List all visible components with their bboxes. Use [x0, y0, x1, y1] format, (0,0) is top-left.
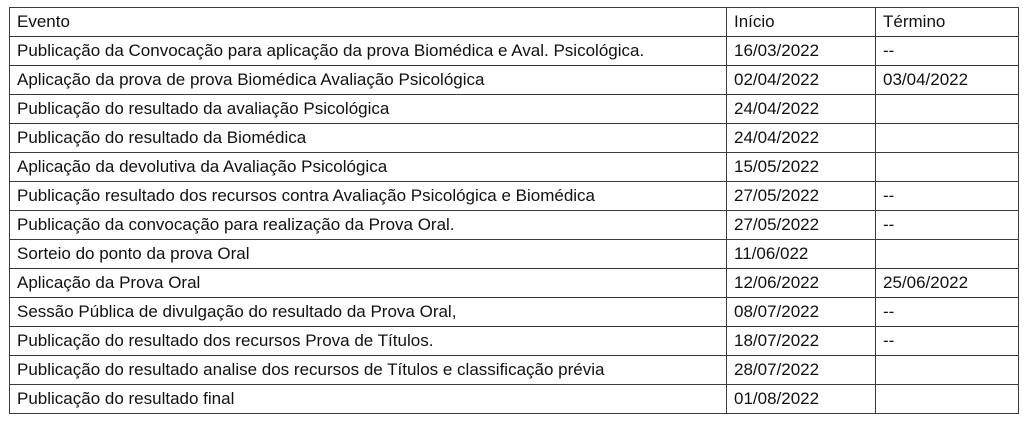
- cell-inicio: 27/05/2022: [727, 211, 876, 240]
- cell-termino: [876, 240, 1019, 269]
- cell-termino: --: [876, 182, 1019, 211]
- cell-evento: Publicação do resultado da avaliação Psicológica: [10, 95, 727, 124]
- cell-inicio: 08/07/2022: [727, 298, 876, 327]
- cell-inicio: 15/05/2022: [727, 153, 876, 182]
- cell-termino: [876, 356, 1019, 385]
- cell-evento: Publicação da Convocação para aplicação da prova Biomédica e Aval. Psicológica.: [10, 37, 727, 66]
- table-row: [10, 124, 1019, 153]
- table-row: [10, 327, 1019, 356]
- table-row: [10, 37, 1019, 66]
- cell-evento: Publicação resultado dos recursos contra Avaliação Psicológica e Biomédica: [10, 182, 727, 211]
- cell-inicio: 24/04/2022: [727, 95, 876, 124]
- cell-evento: Aplicação da devolutiva da Avaliação Psicológica: [10, 153, 727, 182]
- cell-evento: Sorteio do ponto da prova Oral: [10, 240, 727, 269]
- cell-termino: --: [876, 327, 1019, 356]
- table-row: [10, 182, 1019, 211]
- table-row: [10, 385, 1019, 414]
- cell-inicio: 01/08/2022: [727, 385, 876, 414]
- header-evento: Evento: [10, 8, 727, 37]
- table-header-row: [10, 8, 1019, 37]
- table-row: [10, 356, 1019, 385]
- cell-evento: Publicação do resultado da Biomédica: [10, 124, 727, 153]
- cell-termino: [876, 124, 1019, 153]
- cell-evento: Sessão Pública de divulgação do resultado da Prova Oral,: [10, 298, 727, 327]
- cell-inicio: 02/04/2022: [727, 66, 876, 95]
- cell-evento: Aplicação da prova de prova Biomédica Avaliação Psicológica: [10, 66, 727, 95]
- cell-evento: Publicação do resultado analise dos recursos de Títulos e classificação prévia: [10, 356, 727, 385]
- table-row: [10, 66, 1019, 95]
- cell-termino: --: [876, 37, 1019, 66]
- cell-termino: --: [876, 211, 1019, 240]
- cell-inicio: 24/04/2022: [727, 124, 876, 153]
- header-inicio: Início: [727, 8, 876, 37]
- cell-evento: Aplicação da Prova Oral: [10, 269, 727, 298]
- cell-evento: Publicação do resultado final: [10, 385, 727, 414]
- cell-inicio: 28/07/2022: [727, 356, 876, 385]
- cell-inicio: 16/03/2022: [727, 37, 876, 66]
- table-row: [10, 95, 1019, 124]
- schedule-table: [9, 7, 1019, 414]
- cell-termino: 25/06/2022: [876, 269, 1019, 298]
- cell-evento: Publicação da convocação para realização da Prova Oral.: [10, 211, 727, 240]
- cell-inicio: 18/07/2022: [727, 327, 876, 356]
- table-row: [10, 298, 1019, 327]
- table-row: [10, 269, 1019, 298]
- cell-termino: [876, 95, 1019, 124]
- header-termino: Término: [876, 8, 1019, 37]
- cell-evento: Publicação do resultado dos recursos Prova de Títulos.: [10, 327, 727, 356]
- cell-termino: --: [876, 298, 1019, 327]
- cell-termino: [876, 385, 1019, 414]
- table-row: [10, 211, 1019, 240]
- cell-inicio: 12/06/2022: [727, 269, 876, 298]
- schedule-table-container: [9, 7, 1019, 414]
- cell-termino: 03/04/2022: [876, 66, 1019, 95]
- table-row: [10, 153, 1019, 182]
- table-row: [10, 240, 1019, 269]
- cell-inicio: 27/05/2022: [727, 182, 876, 211]
- cell-termino: [876, 153, 1019, 182]
- cell-inicio: 11/06/022: [727, 240, 876, 269]
